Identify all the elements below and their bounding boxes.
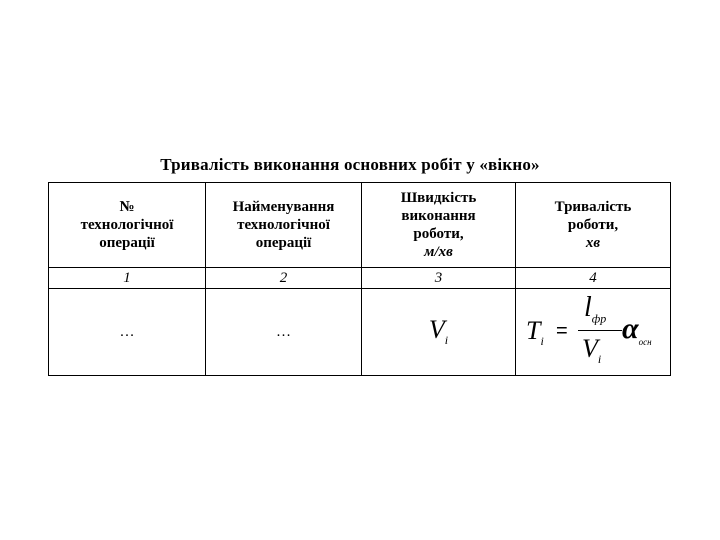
table-title: Тривалість виконання основних робіт у «вікно» (160, 155, 540, 174)
formula-factor: $\alpha_{осн}$ (622, 311, 652, 347)
cell-duration-formula (516, 289, 671, 376)
formula-lhs: $T_i$ (526, 315, 544, 348)
header-duration: Тривалість роботи, хв (516, 183, 671, 268)
cell-operation-name: … (206, 289, 362, 376)
column-number-4: 4 (516, 268, 671, 289)
header-row (49, 183, 671, 268)
header-speed: Швидкість виконання роботи, м/хв (362, 183, 516, 268)
formula-numerator: $l_{фр}$ (584, 291, 607, 326)
table-row (49, 289, 671, 376)
formula-equals: = (556, 319, 568, 342)
header-duration-unit: хв (585, 235, 601, 251)
column-number-row (49, 268, 671, 289)
header-operation-name: Найменування технологічної операції (206, 183, 362, 268)
work-duration-table (48, 182, 671, 376)
fraction-bar (578, 330, 622, 331)
header-speed-unit: м/хв (424, 244, 453, 260)
column-number-1: 1 (49, 268, 206, 289)
duration-formula (518, 290, 668, 370)
formula-denominator: $V_i$ (582, 333, 602, 366)
column-number-3: 3 (362, 268, 516, 289)
cell-operation-number: … (49, 289, 206, 376)
header-operation-number: № технологічної операції (49, 183, 206, 268)
speed-symbol: $V_i$ (428, 315, 449, 348)
cell-speed-formula (362, 289, 516, 376)
column-number-2: 2 (206, 268, 362, 289)
